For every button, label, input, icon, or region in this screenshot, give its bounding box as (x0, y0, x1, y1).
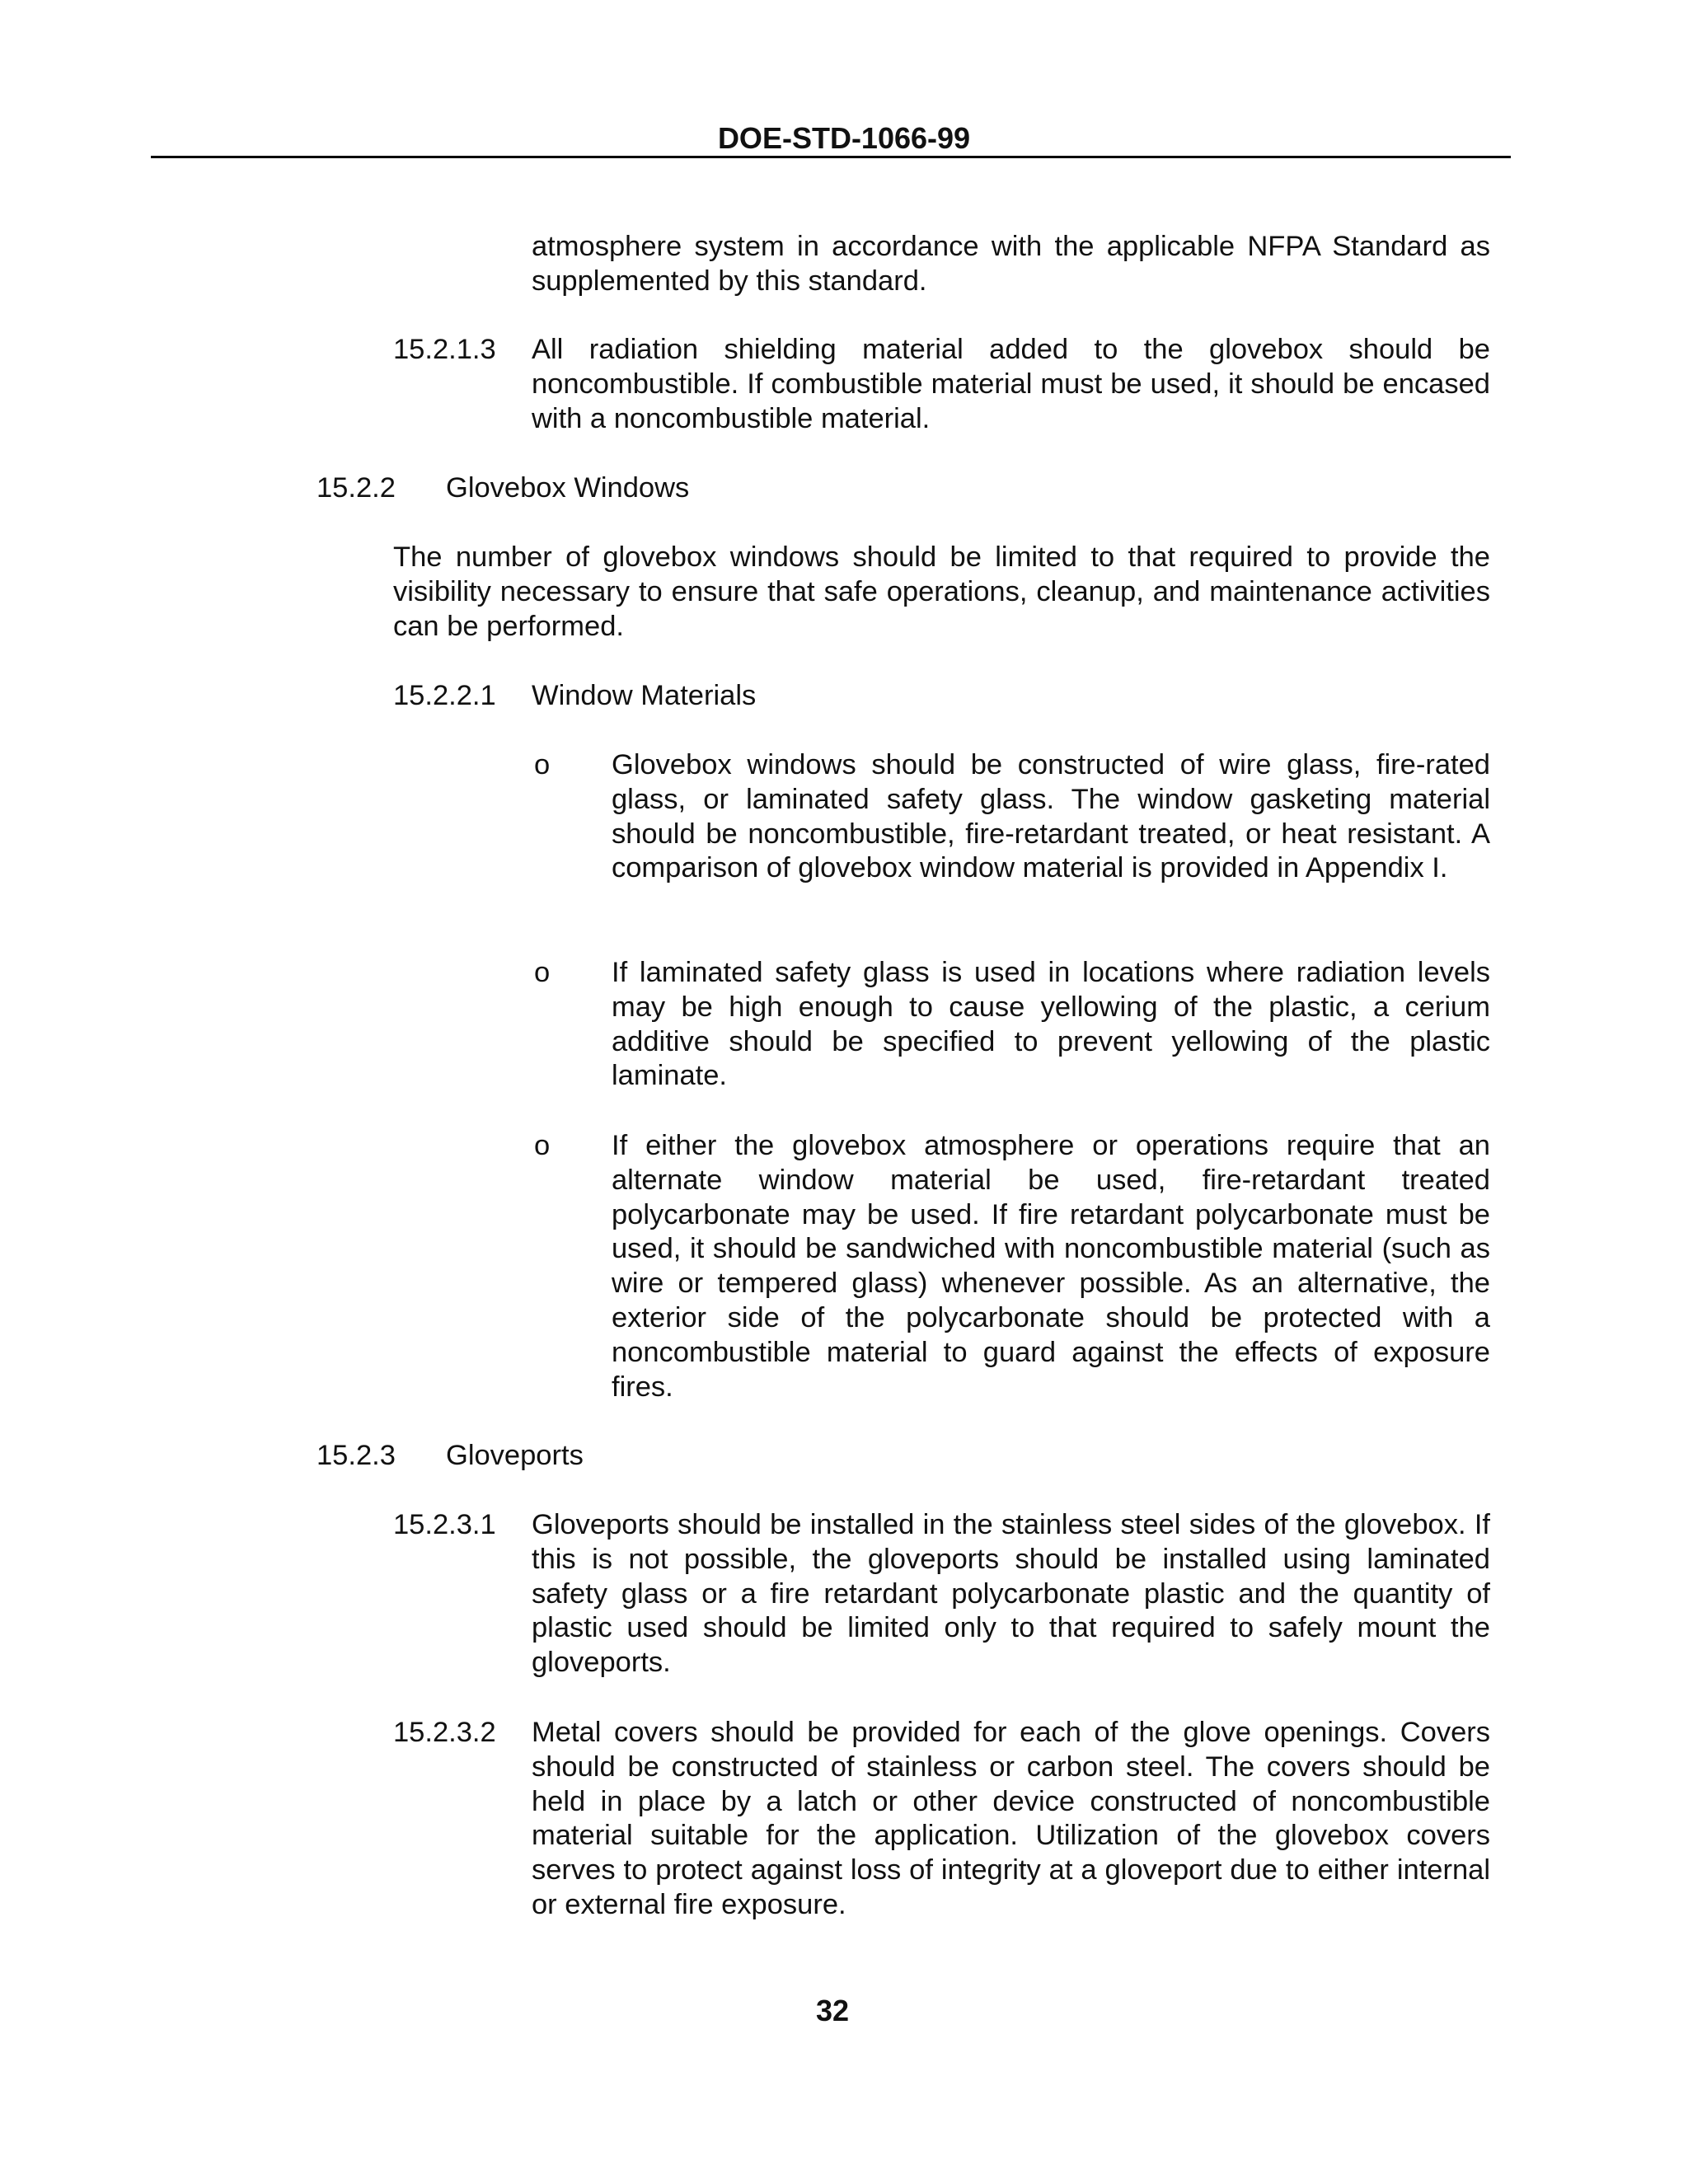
bullet-item-polycarbonate: If either the glovebox atmosphere or operations require that an alternate window material be used, fire-retardant treated polycarbonate may be used. If fire retardant polycarbonate must be used, it should be sandwiched with noncombustible material (such as wire or tempered glass) whenever possible. As an alternative, the exterior side of the polycarbonate should be protected with a noncombustible material to guard against the effects of exposure fires. (612, 1130, 1490, 1403)
section-15-2-3-1-text: Gloveports should be installed in the stainless steel sides of the glovebox. If this is not possible, the gloveports should be installed using laminated safety glass or a fire retardant polycarbonate plastic and the quantity of plastic used should be limited only to that required to safely mount the gloveports. (532, 1509, 1490, 1679)
section-title-glovebox-windows: Glovebox Windows (446, 472, 690, 504)
section-title-gloveports: Gloveports (446, 1440, 584, 1471)
section-number-15-2-2: 15.2.2 (316, 472, 396, 504)
page-number: 32 (815, 1994, 850, 2027)
glovebox-windows-intro: The number of glovebox windows should be limited to that required to provide the visibility necessary to ensure that safe operations, cleanup, and maintenance activities can be performed. (393, 541, 1490, 642)
section-15-2-1-3-text: All radiation shielding material added to the glovebox should be noncombustible. If combustible material must be used, it should be encased with a noncombustible material. (532, 334, 1490, 434)
section-number-15-2-3-1: 15.2.3.1 (393, 1509, 496, 1540)
section-title-window-materials: Window Materials (532, 680, 757, 711)
bullet-marker: o (534, 749, 551, 780)
header-rule (151, 156, 1511, 158)
section-number-15-2-1-3: 15.2.1.3 (393, 334, 496, 365)
section-number-15-2-3-2: 15.2.3.2 (393, 1717, 496, 1748)
section-15-2-3-2-text: Metal covers should be provided for each of the glove openings. Covers should be constructed of stainless or carbon steel. The covers should be held in place by a latch or other device constructed of noncombustible material suitable for the application. Utilization of the glovebox covers serves to protect against loss of integrity at a gloveport due to either internal or external fire exposure. (532, 1717, 1490, 1920)
section-number-15-2-2-1: 15.2.2.1 (393, 680, 496, 711)
bullet-marker: o (534, 957, 551, 988)
section-number-15-2-3: 15.2.3 (316, 1440, 396, 1471)
bullet-item-window-construction: Glovebox windows should be constructed of wire glass, fire-rated glass, or laminated safety glass. The window gasketing material should be noncombustible, fire-retardant treated, or heat resistant. A comparison of glovebox window material is provided in Appendix I. (612, 749, 1490, 884)
bullet-item-laminated-glass: If laminated safety glass is used in locations where radiation levels may be high enough to cause yellowing of the plastic, a cerium additive should be specified to prevent yellowing of the plastic laminate. (612, 957, 1490, 1092)
bullet-marker: o (534, 1130, 551, 1161)
document-id-header: DOE-STD-1066-99 (717, 121, 971, 155)
continuation-paragraph: atmosphere system in accordance with the applicable NFPA Standard as supplemented by this standard. (532, 231, 1490, 297)
